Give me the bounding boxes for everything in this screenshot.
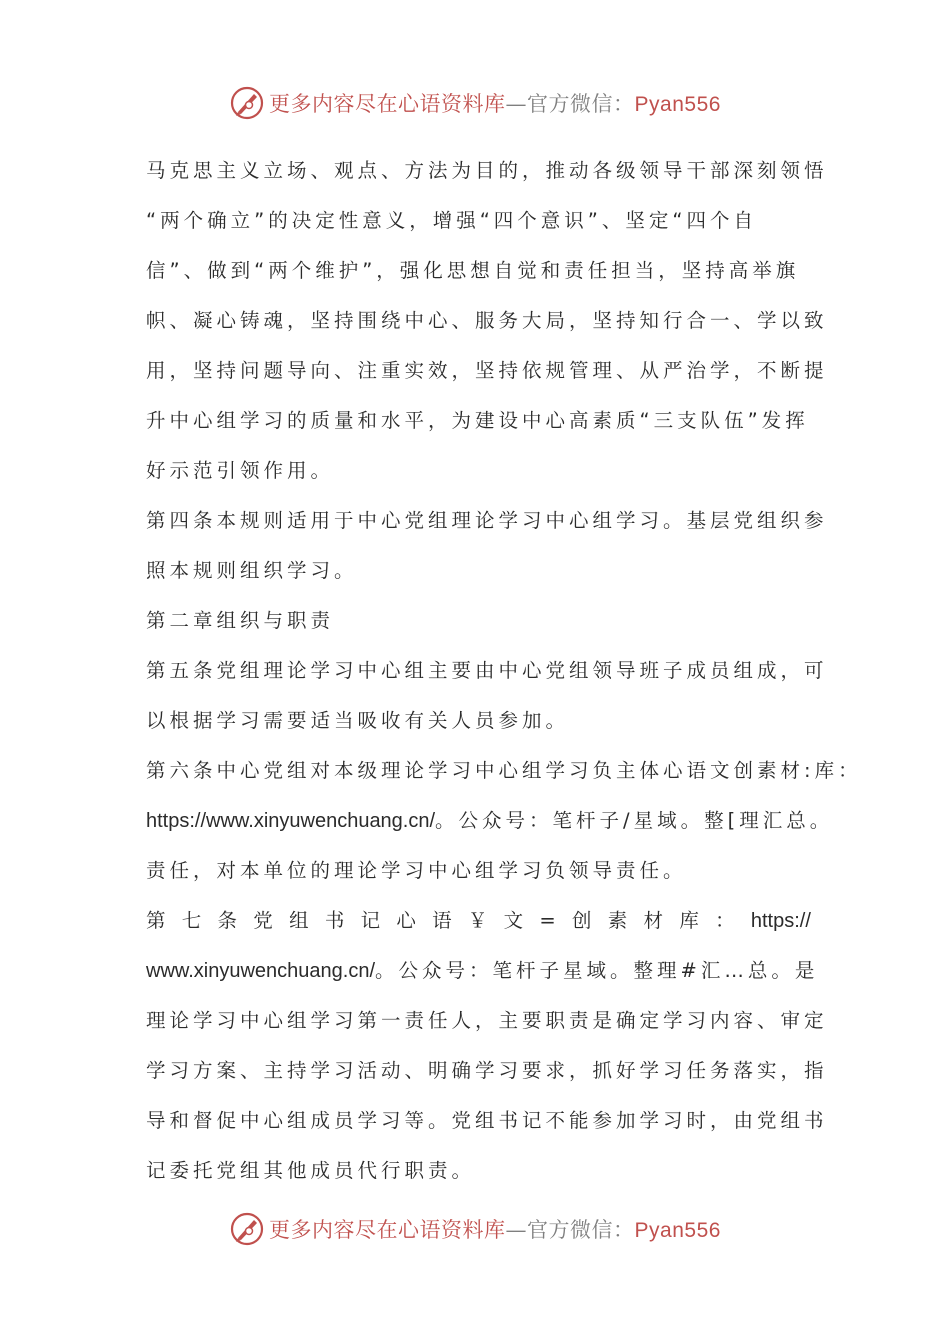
text-line: 导和督促中心组成员学习等。党组书记不能参加学习时，由党组书 [146, 1109, 828, 1132]
char: 素 [607, 909, 628, 932]
pen-logo-icon [229, 85, 265, 121]
text-line: 学习方案、主持学习活动、明确学习要求，抓好学习任务落实，指 [146, 1059, 828, 1082]
text-line: 信”、做到“两个维护”，强化思想自觉和责任担当，坚持高举旗 [146, 259, 800, 282]
text-line: 好示范引领作用。 [146, 459, 335, 482]
footer-banner [0, 1206, 950, 1252]
char: 条 [217, 909, 238, 932]
pen-logo-icon [229, 1211, 265, 1247]
char: 组 [289, 909, 309, 932]
website-url: https://www.xinyuwenchuang.cn/ [146, 810, 436, 832]
char: 库 [679, 909, 699, 932]
text-line: “两个确立”的决定性意义，增强“四个意识”、坚定“四个自 [146, 209, 758, 232]
text-line: 升中心组学习的质量和水平，为建设中心高素质“三支队伍”发挥 [146, 409, 809, 432]
char: 记 [360, 909, 381, 932]
char: 心 [396, 909, 416, 932]
text-line: 理论学习中心组学习第一责任人，主要职责是确定学习内容、审定 [146, 1009, 828, 1032]
website-url: https:// [750, 910, 811, 932]
text-segment: 。公众号：笔杆子星域。整理#汇…总。是 [375, 959, 819, 982]
document-body [146, 146, 862, 1196]
header-text: 更多内容尽在心语资料库—官方微信：Pyan556 [269, 92, 721, 116]
chapter-heading: 第二章组织与职责 [146, 609, 335, 632]
article-7-line [146, 896, 811, 946]
website-url: www.xinyuwenchuang.cn/ [146, 960, 376, 982]
text-segment: 。公众号：笔杆子/星域。整[理汇总。 [435, 809, 834, 832]
article-6-line: 第六条中心党组对本级理论学习中心组学习负主体心语文创素材:库： [146, 759, 862, 782]
char: 创 [572, 909, 592, 932]
text-line: 照本规则组织学习。 [146, 559, 358, 582]
text-line: 帜、凝心铸魂，坚持围绕中心、服务大局，坚持知行合一、学以致 [146, 309, 828, 332]
article-5-line: 第五条党组理论学习中心组主要由中心党组领导班子成员组成，可 [146, 659, 828, 682]
char: 第 [146, 909, 166, 932]
char: 文 [503, 909, 524, 932]
url-line [146, 796, 834, 846]
text-line: 马克思主义立场、观点、方法为目的，推动各级领导干部深刻领悟 [146, 159, 828, 182]
char: ￥ [467, 909, 488, 932]
text-line: 以根据学习需要适当吸收有关人员参加。 [146, 709, 570, 732]
article-4-line: 第四条本规则适用于中心党组理论学习中心组学习。基层党组织参 [146, 509, 828, 532]
text-line: 责任，对本单位的理论学习中心组学习负领导责任。 [146, 859, 687, 882]
char: 党 [253, 909, 273, 932]
char: 材 [643, 909, 664, 932]
char: 七 [181, 909, 202, 932]
url-line [146, 946, 819, 996]
footer-text: 更多内容尽在心语资料库—官方微信：Pyan556 [269, 1218, 721, 1242]
text-line: 用，坚持问题导向、注重实效，坚持依规管理、从严治学，不断提 [146, 359, 828, 382]
header-banner [0, 80, 950, 126]
text-line: 记委托党组其他成员代行职责。 [146, 1159, 476, 1182]
char: = [539, 909, 556, 932]
char: ： [715, 909, 735, 932]
char: 语 [432, 909, 452, 932]
char: 书 [324, 909, 345, 932]
